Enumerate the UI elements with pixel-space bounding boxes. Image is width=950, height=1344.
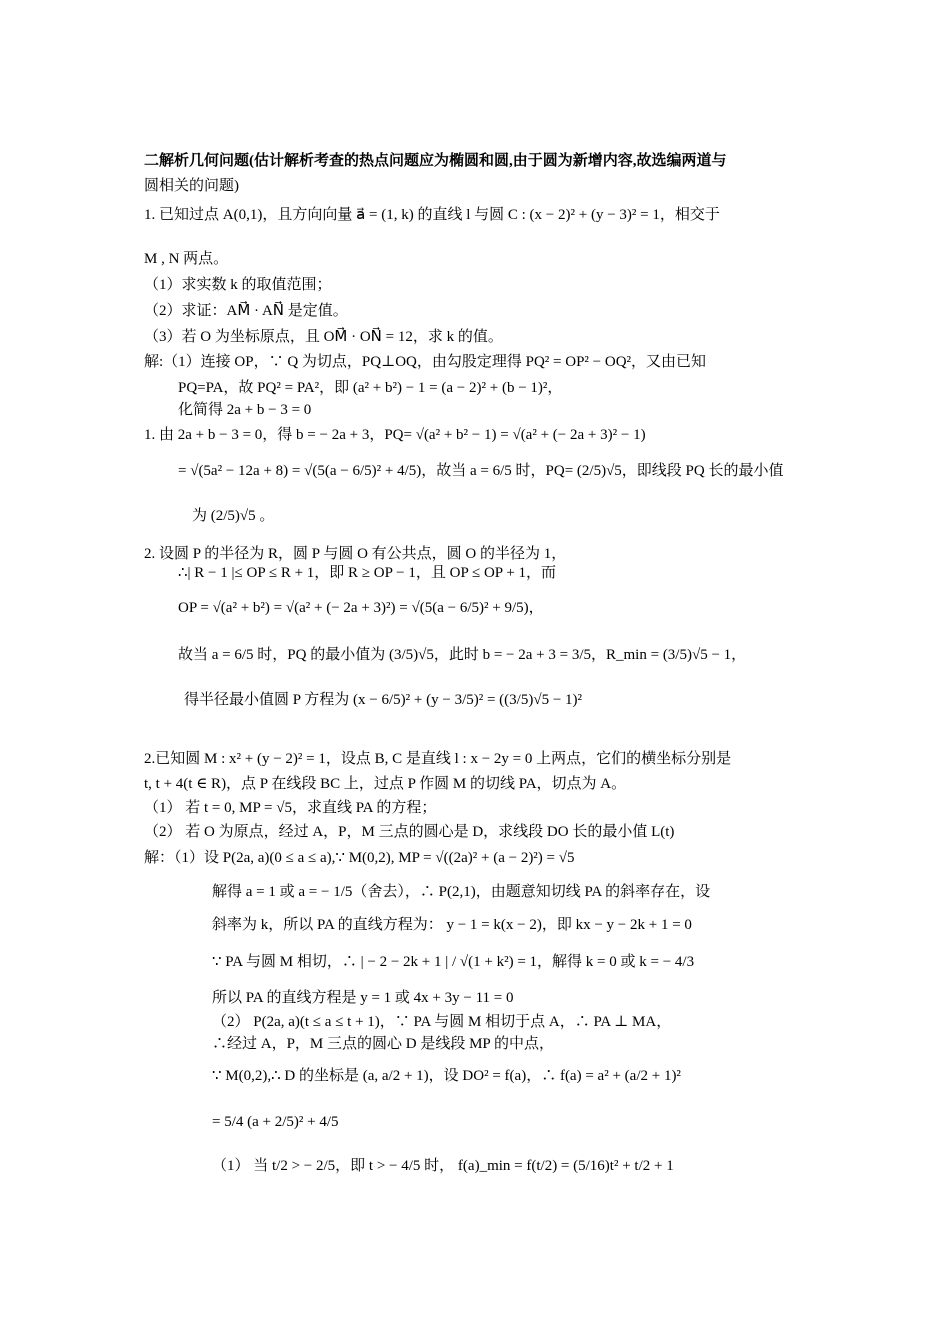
solution-2-part-2-cont: ∴经过 A，P，M 三点的圆心 D 是线段 MP 的中点， [212,1036,554,1052]
solution-2-line: 所以 PA 的直线方程是 y = 1 或 4x + 3y − 11 = 0 [212,990,514,1006]
solution-2-part-2: （2） P(2a, a)(t ≤ a ≤ t + 1)，∵ PA 与圆 M 相切于点 A，∴ PA ⊥ MA， [212,1014,672,1030]
problem-2-part-2: （2） 若 O 为原点，经过 A，P，M 三点的圆心是 D，求线段 DO 长的最小值 L(t) [144,824,675,840]
problem-1-part-2: （2）求证：AM⃗ · AN⃗ 是定值。 [144,303,348,319]
solution-1-step-1-cont: = √(5a² − 12a + 8) = √(5(a − 6/5)² + 4/5)，故当 a = 6/5 时，PQ= (2/5)√5，即线段 PQ 长的最小值 [178,463,784,479]
problem-1-part-1: （1）求实数 k 的取值范围； [144,277,332,293]
solution-1-step-2-cont: OP = √(a² + b²) = √(a² + (− 2a + 3)²) = √(5(a − 6/5)² + 9/5)， [178,600,544,616]
problem-1-statement: 1. 已知过点 A(0,1)，且方向向量 a⃗ = (1, k) 的直线 l 与圆 C : (x − 2)² + (y − 3)² = 1，相交于 [144,207,720,223]
solution-1-step-2-cont: 故当 a = 6/5 时，PQ 的最小值为 (3/5)√5，此时 b = − 2a + 3 = 3/5，R_min = (3/5)√5 − 1， [178,647,747,663]
solution-1-step-2-cont: 得半径最小值圆 P 方程为 (x − 6/5)² + (y − 3/5)² = ((3/5)√5 − 1)² [184,692,583,708]
solution-2-part-2-cont: ∵ M(0,2),∴ D 的坐标是 (a, a/2 + 1)，设 DO² = f(a)，∴ f(a) = a² + (a/2 + 1)² [212,1068,681,1084]
solution-2-line: 解：（1）设 P(2a, a)(0 ≤ a ≤ a),∵ M(0,2), MP = √((2a)² + (a − 2)²) = √5 [144,850,575,866]
solution-2-line: 解得 a = 1 或 a = − 1/5（舍去），∴ P(2,1)，由题意知切线 PA 的斜率存在，设 [212,884,711,900]
solution-1-line: 化简得 2a + b − 3 = 0 [178,402,312,418]
solution-2-line: 斜率为 k，所以 PA 的直线方程为： y − 1 = k(x − 2)，即 kx − y − 2k + 1 = 0 [212,917,692,933]
problem-2-statement-cont: t, t + 4(t ∈ R)，点 P 在线段 BC 上，过点 P 作圆 M 的切线 PA，切点为 A。 [144,776,627,792]
solution-2-part-2-cont: = 5/4 (a + 2/5)² + 4/5 [212,1114,339,1130]
problem-2-part-1: （1） 若 t = 0, MP = √5，求直线 PA 的方程； [144,800,437,816]
problem-1-statement-cont: M , N 两点。 [144,251,229,267]
solution-1-line: 解:（1）连接 OP，∵ Q 为切点，PQ⊥OQ，由勾股定理得 PQ² = OP² − OQ²，又由已知 [144,354,707,370]
solution-1-step-2: 2. 设圆 P 的半径为 R，圆 P 与圆 O 有公共点，圆 O 的半径为 1， [144,546,567,562]
solution-2-part-2-cont: （1） 当 t/2 > − 2/5，即 t > − 4/5 时， f(a)_min = f(t/2) = (5/16)t² + t/2 + 1 [212,1158,674,1174]
solution-1-step-1-cont: 为 (2/5)√5 。 [192,508,275,524]
solution-1-line: PQ=PA，故 PQ² = PA²，即 (a² + b²) − 1 = (a − 2)² + (b − 1)²， [178,380,563,396]
solution-1-step-1: 1. 由 2a + b − 3 = 0，得 b = − 2a + 3，PQ= √(a² + b² − 1) = √(a² + (− 2a + 3)² − 1) [144,427,646,443]
problem-1-part-3: （3）若 O 为坐标原点，且 OM⃗ · ON⃗ = 12，求 k 的值。 [144,329,503,345]
section-title: 二解析几何问题(估计解析考查的热点问题应为椭圆和圆,由于圆为新增内容,故选编两道与 [144,153,727,169]
solution-1-step-2-cont: ∴| R − 1 |≤ OP ≤ R + 1，即 R ≥ OP − 1，且 OP ≤ OP + 1，而 [178,565,557,581]
solution-2-line: ∵ PA 与圆 M 相切，∴ | − 2 − 2k + 1 | / √(1 + k²) = 1，解得 k = 0 或 k = − 4/3 [212,954,695,970]
section-title-cont: 圆相关的问题) [144,178,239,194]
problem-2-statement: 2.已知圆 M : x² + (y − 2)² = 1，设点 B, C 是直线 l : x − 2y = 0 上两点，它们的横坐标分别是 [144,751,732,767]
